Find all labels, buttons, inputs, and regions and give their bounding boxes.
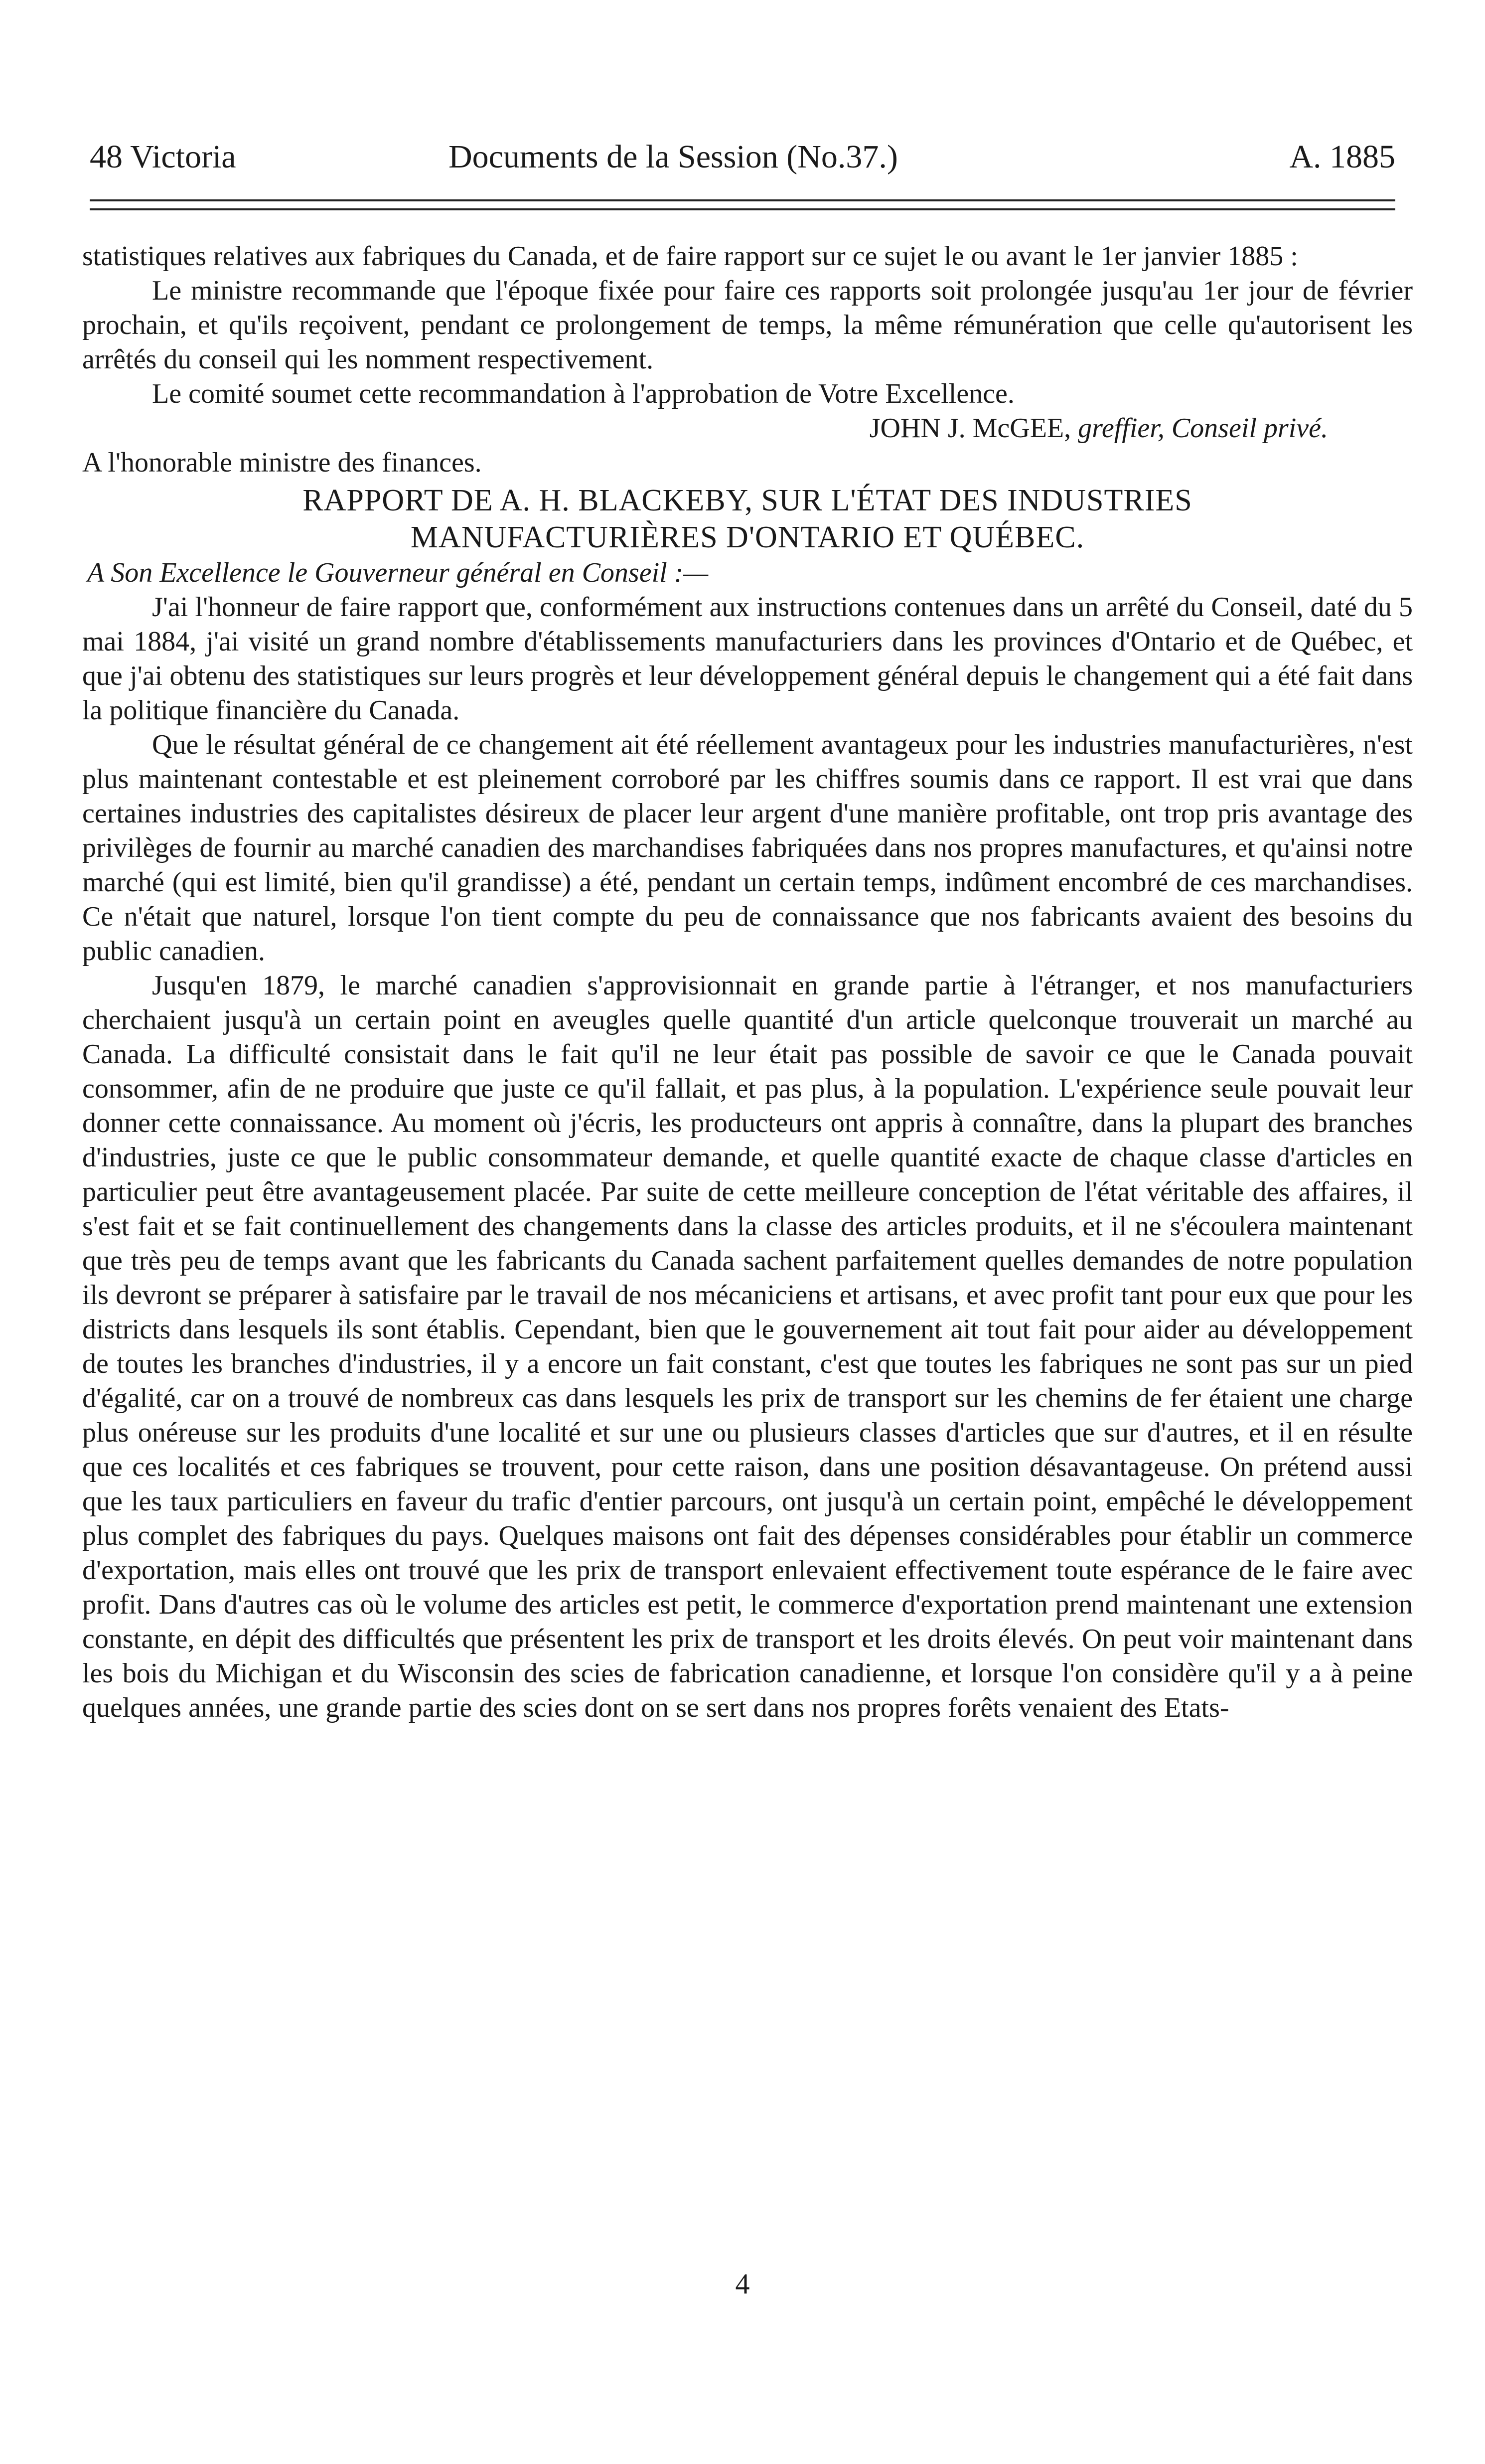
header-rule: [90, 199, 1395, 201]
paragraph-canadian-market: Jusqu'en 1879, le marché canadien s'approvisionnait en grande partie à l'étranger, et nos manufacturiers cherchaient jusqu'à un certain point en aveugles quelle quantité d'un article quelconque trouverait un marché au Canada. La difficulté consistait dans le fait qu'il ne leur était pas possible de savoir ce que le Canada pouvait consommer, afin de ne produire que juste ce qu'il fallait, et pas plus, à la population. L'expérience seule pouvait leur donner cette connaissance. Au moment où j'écris, les producteurs ont appris à connaître, dans la plupart des branches d'industries, juste ce que le public consommateur demande, et quelle quantité exacte de chaque classe d'articles en particulier peut être avantageusement placée. Par suite de cette meilleure conception de l'état véritable des affaires, il s'est fait et se fait continuellement des changements dans la classe des articles produits, et il ne s'écoulera maintenant que très peu de temps avant que les fabricants du Canada sachent parfaitement quelles demandes de notre population ils devront se préparer à satisfaire par le travail de nos mécaniciens et artisans, et avec profit tant pour eux que pour les districts dans lesquels ils sont établis. Cependant, bien que le gouvernement ait tout fait pour aider au développement de toutes les branches d'industries, il y a encore un fait constant, c'est que toutes les fabriques ne sont pas sur un pied d'égalité, car on a trouvé de nombreux cas dans lesquels les prix de transport sur les chemins de fer étaient une charge plus onéreuse sur les produits d'une localité et sur une ou plusieurs classes d'articles que sur d'autres, et il en résulte que ces localités et ces fabriques se trouvent, pour cette raison, dans une position désavantageuse. On prétend aussi que les taux particuliers en faveur du trafic d'entier parcours, ont jusqu'à un certain point, empêché le développement plus complet des fabriques du pays. Quelques maisons ont fait des dépenses considérables pour établir un commerce d'exportation, mais elles ont trouvé que les prix de transport enlevaient effectivement toute espérance de le faire avec profit. Dans d'autres cas où le volume des articles est petit, le commerce d'exportation prend maintenant une extension constante, en dépit des difficultés que présentent les prix de transport et les droits élevés. On peut voir maintenant dans les bois du Michigan et du Wisconsin des scies de fabrication canadienne, et lorsque l'on considère qu'il y a à peine quelques années, une grande partie des scies dont on se sert dans nos propres forêts venaient des Etats-: [82, 970, 1413, 1723]
paragraph-continuation: statistiques relatives aux fabriques du Canada, et de faire rapport sur ce sujet le ou avant le 1er janvier 1885 :: [82, 241, 1298, 272]
header-volume: 48 Victoria: [90, 139, 236, 175]
addressee: A l'honorable ministre des finances.: [82, 447, 482, 478]
document-body: [82, 239, 1413, 1725]
signature-role: greffier, Conseil privé.: [1078, 413, 1328, 444]
page-number: 4: [735, 2268, 750, 2300]
report-title: [82, 482, 1413, 556]
signature-name: JOHN J. McGEE,: [869, 413, 1071, 444]
header-rule-double: [90, 208, 1395, 210]
report-title-line1: RAPPORT DE A. H. BLACKEBY, SUR L'ÉTAT DES INDUSTRIES: [302, 484, 1192, 517]
report-title-line2: MANUFACTURIÈRES D'ONTARIO ET QUÉBEC.: [410, 520, 1085, 554]
signature: [82, 411, 1413, 446]
paragraph-general-result: Que le résultat général de ce changement ait été réellement avantageux pour les industries manufacturières, n'est plus maintenant contestable et est pleinement corroboré par les chiffres soumis dans ce rapport. Il est vrai que dans certaines industries des capitalistes désireux de placer leur argent d'une manière profitable, ont trop pris avantage des privilèges de fournir au marché canadien des marchandises fabriquées dans nos propres manufactures, et qu'ainsi notre marché (qui est limité, bien qu'il grandisse) a été, pendant un certain temps, indûment encombré de ces marchandises. Ce n'était que naturel, lorsque l'on tient compte du peu de connaissance que nos fabricants avaient des besoins du public canadien.: [82, 729, 1413, 967]
paragraph-committee: Le comité soumet cette recommandation à l'approbation de Votre Excellence.: [152, 378, 1015, 409]
header-year: A. 1885: [1289, 139, 1395, 175]
header-title: Documents de la Session (No.37.): [448, 139, 898, 175]
paragraph-report-intro: J'ai l'honneur de faire rapport que, conformément aux instructions contenues dans un arrêté du Conseil, daté du 5 mai 1884, j'ai visité un grand nombre d'établissements manufacturiers dans les provinces d'Ontario et de Québec, et que j'ai obtenu des statistiques sur leurs progrès et leur développement général depuis le changement qui a été fait dans la politique financière du Canada.: [82, 592, 1413, 726]
running-header: [90, 135, 1395, 179]
paragraph-recommendation: Le ministre recommande que l'époque fixée pour faire ces rapports soit prolongée jusqu'au 1er jour de février prochain, et qu'ils reçoivent, pendant ce prolongement de temps, la même rémunération que celle qu'autorisent les arrêtés du conseil qui les nomment respectivement.: [82, 275, 1413, 375]
salutation: A Son Excellence le Gouverneur général en Conseil :—: [87, 557, 709, 588]
